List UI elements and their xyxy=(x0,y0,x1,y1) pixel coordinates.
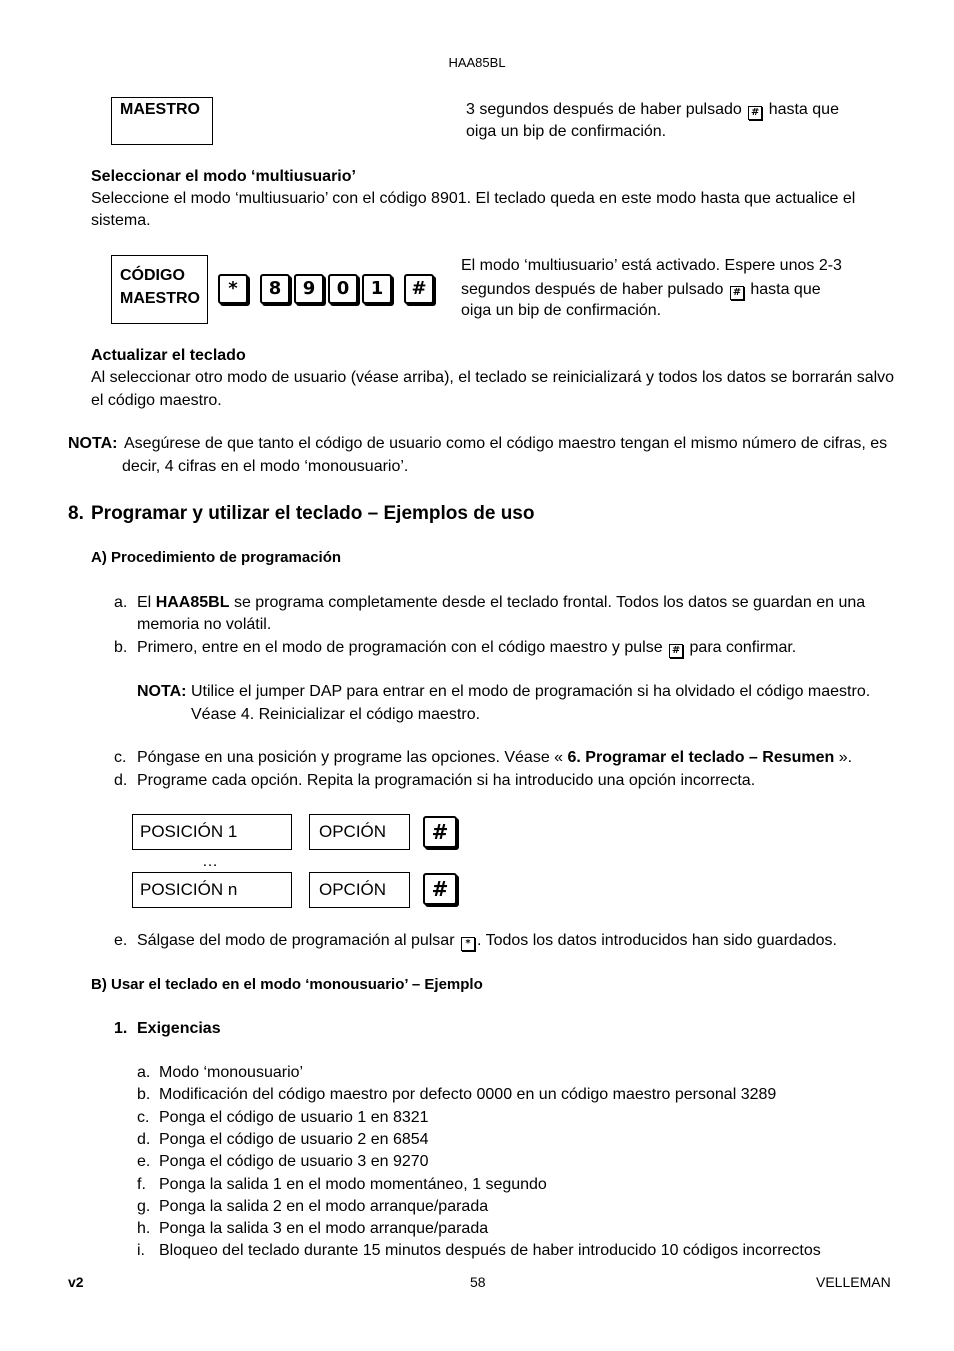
item-d-line: Programe cada opción. Repita la programación si ha introducido una opción incorrecta. xyxy=(137,772,756,789)
key-1-icon: 1 xyxy=(362,274,392,304)
page-header xyxy=(0,55,954,70)
requirement-item: Ponga la salida 2 en el modo arranque/parada xyxy=(159,1197,489,1215)
item-a-line1: El HAA85BL se programa completamente desde el teclado frontal. Todos los datos se guardan en una xyxy=(137,594,866,611)
hash-key-icon: # xyxy=(423,873,457,905)
key-9-icon: 9 xyxy=(294,274,324,304)
multi-line1: Seleccione el modo ‘multiusuario’ con el código 8901. El teclado queda en este modo hasta que actualice el xyxy=(91,190,856,207)
master-key-box xyxy=(111,97,213,145)
requirement-marker: f. xyxy=(137,1175,146,1193)
footer-version: v2 xyxy=(68,1274,84,1290)
option-box-1: OPCIÓN xyxy=(309,814,410,850)
key-star-icon: * xyxy=(218,274,248,304)
item-a-marker: a. xyxy=(114,594,128,611)
nota-label: NOTA: xyxy=(137,683,187,700)
hash-key-icon: # xyxy=(748,106,762,120)
master-label: MAESTRO xyxy=(120,101,200,118)
requirement-item: Ponga el código de usuario 2 en 6854 xyxy=(159,1130,429,1148)
multi-desc-line1: El modo ‘multiusuario’ está activado. Espere unos 2-3 xyxy=(461,257,842,274)
requirement-marker: c. xyxy=(137,1108,150,1126)
top-text-line2: oiga un bip de confirmación. xyxy=(466,123,667,140)
master-code-box xyxy=(111,255,208,324)
requirement-item: Ponga la salida 3 en el modo arranque/parada xyxy=(159,1220,489,1238)
section-8-title: Programar y utilizar el teclado – Ejemplos de uso xyxy=(91,503,535,524)
item-c-marker: c. xyxy=(114,749,127,766)
item-e-line: Sálgase del modo de programación al pulsar * . Todos los datos introducidos han sido guardados. xyxy=(137,932,837,949)
requirement-marker: b. xyxy=(137,1086,151,1104)
item-b-line1: Primero, entre en el modo de programación con el código maestro y pulse # para confirmar. xyxy=(137,639,797,656)
top-text-line1: 3 segundos después de haber pulsado # hasta que xyxy=(466,101,839,118)
key-hash-icon: # xyxy=(404,274,434,304)
update-line2: el código maestro. xyxy=(91,392,222,409)
multi-desc-line3: oiga un bip de confirmación. xyxy=(461,302,662,319)
nota-line1: Utilice el jumper DAP para entrar en el modo de programación si ha olvidado el código maestro. xyxy=(191,683,871,700)
requirement-item: Ponga la salida 1 en el modo momentáneo, 1 segundo xyxy=(159,1175,547,1193)
item-d-marker: d. xyxy=(114,772,128,789)
requirement-marker: d. xyxy=(137,1130,151,1148)
model-name: HAA85BL xyxy=(448,55,506,70)
hash-key-icon: # xyxy=(423,816,457,848)
position-1-box: POSICIÓN 1 xyxy=(132,814,292,850)
section-8-number: 8. xyxy=(68,503,84,524)
requirement-marker: a. xyxy=(137,1064,151,1081)
requirement-marker: g. xyxy=(137,1197,151,1215)
product-name: HAA85BL xyxy=(155,594,230,611)
multi-desc-line2: segundos después de haber pulsado # hasta que xyxy=(461,281,821,298)
option-box-n: OPCIÓN xyxy=(309,872,410,908)
update-line1: Al seleccionar otro modo de usuario (véase arriba), el teclado se reinicializará y todos los datos se borrarán salvo xyxy=(91,369,895,386)
reference-title: 6. Programar el teclado – Resumen xyxy=(567,749,835,766)
requirement-marker: i. xyxy=(137,1242,145,1260)
item-a-line2: memoria no volátil. xyxy=(137,616,272,633)
position-n-box: POSICIÓN n xyxy=(132,872,292,908)
hash-key-icon: # xyxy=(730,286,744,300)
multi-line2: sistema. xyxy=(91,212,151,229)
item-c-line: Póngase en una posición y programe las opciones. Véase « 6. Programar el teclado – Resumen ». xyxy=(137,749,853,766)
hash-key-icon: # xyxy=(669,644,683,658)
item-b-marker: b. xyxy=(114,639,128,656)
multi-heading: Seleccionar el modo ‘multiusuario’ xyxy=(91,168,356,185)
nota-line2: Véase 4. Reinicializar el código maestro. xyxy=(191,706,481,723)
master-label-2: MAESTRO xyxy=(120,290,200,307)
ellipsis: … xyxy=(202,853,218,870)
requirement-item: Bloqueo del teclado durante 15 minutos después de haber introducido 10 códigos incorrectos xyxy=(159,1242,821,1260)
footer-brand: VELLEMAN xyxy=(816,1274,891,1290)
star-key-icon: * xyxy=(461,937,475,951)
note-label: NOTA: xyxy=(68,435,118,452)
requirements-number: 1. xyxy=(114,1020,128,1037)
update-heading: Actualizar el teclado xyxy=(91,347,246,364)
requirement-marker: h. xyxy=(137,1220,151,1238)
footer-page-number: 58 xyxy=(470,1274,486,1290)
note-line1: Asegúrese de que tanto el código de usuario como el código maestro tengan el mismo número de cifras, es xyxy=(124,435,888,452)
requirement-item: Ponga el código de usuario 3 en 9270 xyxy=(159,1153,429,1171)
requirement-item: Ponga el código de usuario 1 en 8321 xyxy=(159,1108,429,1126)
key-0-icon: 0 xyxy=(328,274,358,304)
requirement-marker: e. xyxy=(137,1153,151,1171)
requirements-title: Exigencias xyxy=(137,1020,221,1037)
subsection-a-title: A) Procedimiento de programación xyxy=(91,549,342,566)
requirement-item: Modificación del código maestro por defecto 0000 en un código maestro personal 3289 xyxy=(159,1086,777,1104)
item-e-marker: e. xyxy=(114,932,128,949)
requirement-item: Modo ‘monousuario’ xyxy=(159,1064,304,1081)
key-8-icon: 8 xyxy=(260,274,290,304)
subsection-b-title: B) Usar el teclado en el modo ‘monousuario’ – Ejemplo xyxy=(91,976,483,993)
note-line2: decir, 4 cifras en el modo ‘monousuario’. xyxy=(122,458,409,475)
code-label: CÓDIGO xyxy=(120,267,185,284)
